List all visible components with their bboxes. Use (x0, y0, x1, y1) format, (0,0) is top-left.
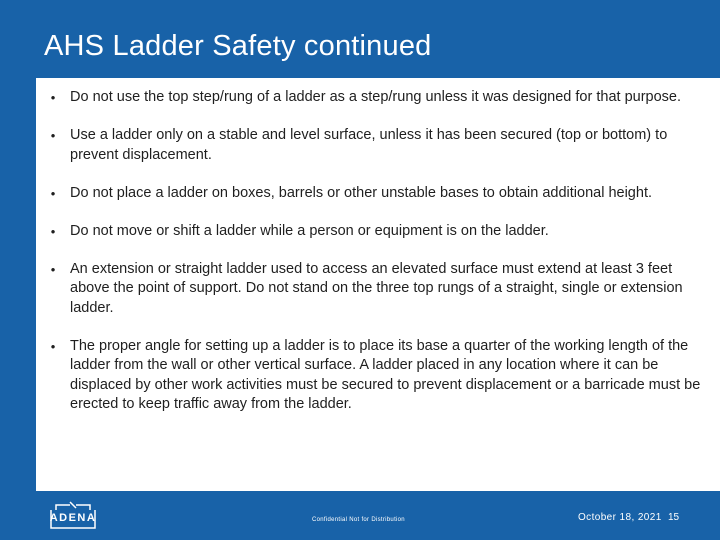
slide-date: October 18, 2021 (578, 512, 662, 523)
bullet-text: Do not use the top step/rung of a ladder as a step/rung unless it was designed for that purpose. (70, 89, 681, 105)
bullet-text: Do not place a ladder on boxes, barrels or other unstable bases to obtain additional height. (70, 184, 652, 201)
bullet-marker: • (50, 223, 56, 239)
bullet-item (36, 260, 720, 319)
confidential-notice: Confidential Not for Distribution (312, 517, 405, 523)
bullet-text: The proper angle for setting up a ladder is to place its base a quarter of the working length of the ladder from the wall or other vertical surface. A ladder placed in any location where it can be displaced by other work activities must be secured to prevent displacement or a barricade must be erected to keep traffic away from the ladder. (70, 337, 701, 412)
bullet-marker: • (50, 128, 56, 143)
slide-title: AHS Ladder Safety continued (44, 30, 432, 62)
adena-logo (48, 501, 98, 531)
bullet-marker: • (50, 90, 56, 105)
bullet-marker: • (50, 261, 56, 277)
bullet-text: Do not move or shift a ladder while a person or equipment is on the ladder. (70, 222, 549, 239)
bullet-text: An extension or straight ladder used to access an elevated surface must extend at least 3 feet above the point of support. Do not stand on the three top rungs of a straight, single or extension ladder. (70, 260, 683, 316)
bullet-text: Use a ladder only on a stable and level surface, unless it has been secured (top or bottom) to prevent displacement. (70, 127, 668, 163)
logo-text: ADENA (49, 512, 97, 524)
bullet-item (36, 337, 720, 415)
bullet-marker: • (50, 338, 56, 354)
slide-footer (0, 491, 720, 540)
bullet-list (36, 88, 720, 433)
bullet-item (36, 222, 720, 242)
bullet-item (36, 126, 720, 165)
page-number: 15 (668, 512, 680, 523)
bullet-marker: • (50, 185, 56, 201)
bullet-item (36, 184, 720, 204)
bullet-item (36, 88, 720, 108)
content-panel (36, 78, 720, 491)
